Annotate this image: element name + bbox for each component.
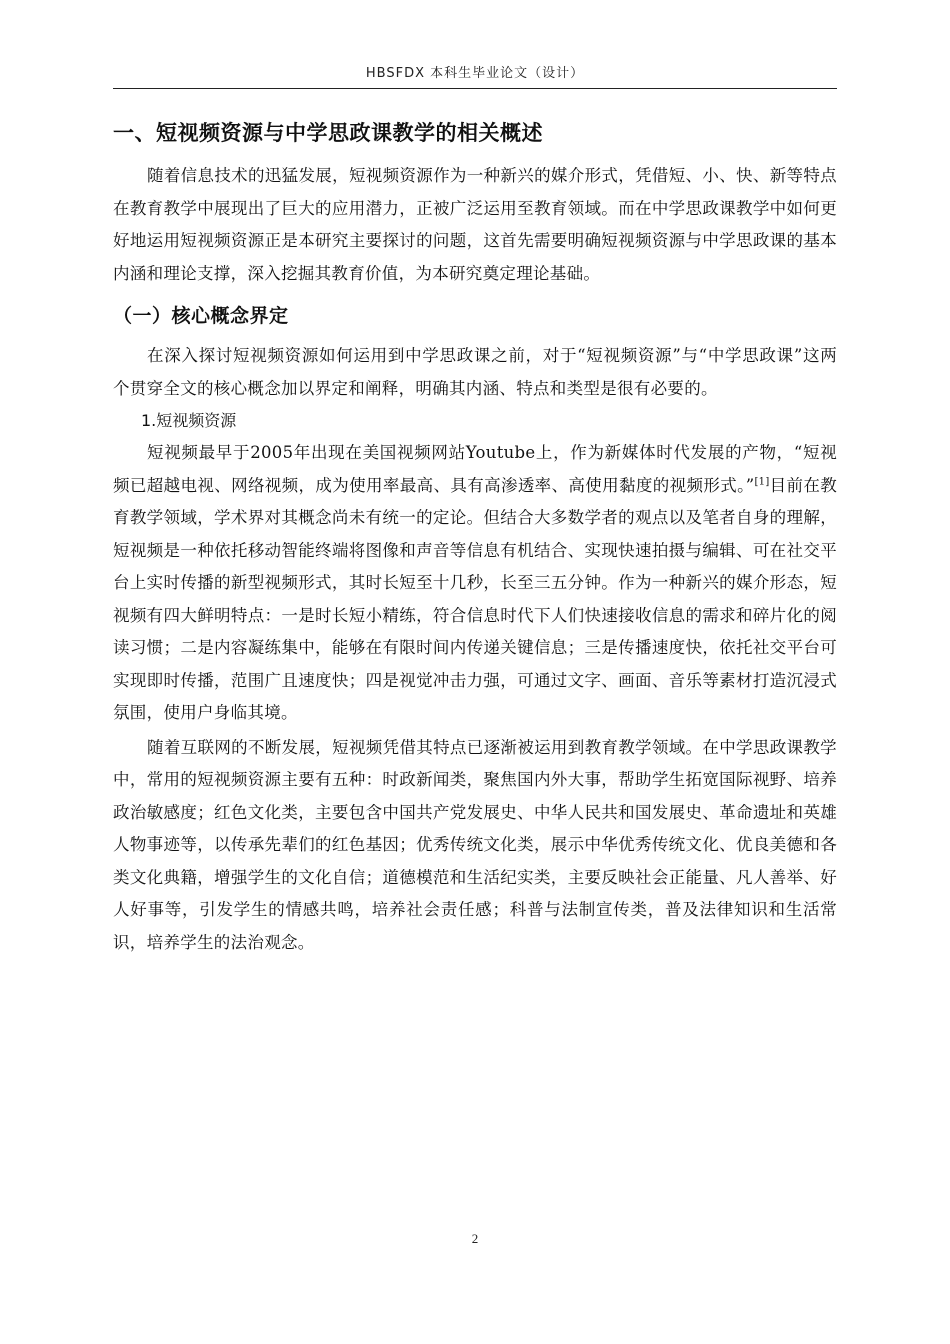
page-number: 2 [471, 1231, 479, 1246]
paragraph-text-after-citation: 目前在教育教学领域，学术界对其概念尚未有统一的定论。但结合大多数学者的观点以及笔者自身的理解，短视频是一种依托移动智能终端将图像和声音等信息有机结合、实现快速拍摄与编辑、可在社交平台上实时传播的新型视频形式，其时长短至十几秒，长至三五分钟。作为一种新兴的媒介形态，短视频有四大鲜明特点：一是时长短小精练，符合信息时代下人们快速接收信息的需求和碎片化的阅读习惯；二是内容凝练集中，能够在有限时间内传递关键信息；三是传播速度快，依托社交平台可实现即时传播，范围广且速度快；四是视觉冲击力强，可通过文字、画面、音乐等素材打造沉浸式氛围，使用户身临其境。 [113, 475, 838, 722]
paragraph-text-before-citation: 短视频最早于2005年出现在美国视频网站Youtube上，作为新媒体时代发展的产物，“短视频已超越电视、网络视频，成为使用率最高、具有高渗透率、高使用黏度的视频形式。” [113, 443, 837, 495]
chapter-heading: 一、短视频资源与中学思政课教学的相关概述 [113, 121, 543, 145]
chapter-intro-paragraph: 随着信息技术的迅猛发展，短视频资源作为一种新兴的媒介形式，凭借短、小、快、新等特点在教育教学中展现出了巨大的应用潜力，正被广泛运用至教育领域。而在中学思政课教学中如何更好地运用短视频资源正是本研究主要探讨的问题，这首先需要明确短视频资源与中学思政课的基本内涵和理论支撑，深入挖掘其教育价值，为本研究奠定理论基础。 [113, 166, 837, 283]
definition-paragraph [113, 437, 837, 730]
section-heading: （一）核心概念界定 [113, 305, 289, 327]
document-body [113, 118, 837, 959]
types-paragraph: 随着互联网的不断发展，短视频凭借其特点已逐渐被运用到教育教学领域。在中学思政课教学中，常用的短视频资源主要有五种：时政新闻类，聚焦国内外大事，帮助学生拓宽国际视野、培养政治敏感度；红色文化类，主要包含中国共产党发展史、中华人民共和国发展史、革命遗址和英雄人物事迹等，以传承先辈们的红色基因；优秀传统文化类，展示中华优秀传统文化、优良美德和各类文化典籍，增强学生的文化自信；道德模范和生活纪实类，主要反映社会正能量、凡人善举、好人好事等，引发学生的情感共鸣，培养社会责任感；科普与法制宣传类，普及法律知识和生活常识，培养学生的法治观念。 [113, 737, 837, 952]
section-intro-paragraph: 在深入探讨短视频资源如何运用到中学思政课之前，对于“短视频资源”与“中学思政课”这两个贯穿全文的核心概念加以界定和阐释，明确其内涵、特点和类型是很有必要的。 [113, 346, 837, 398]
subsection-heading: 1.短视频资源 [141, 411, 237, 430]
page-header: HBSFDX 本科生毕业论文（设计） [113, 64, 837, 89]
citation-marker[interactable]: [1] [754, 476, 770, 487]
